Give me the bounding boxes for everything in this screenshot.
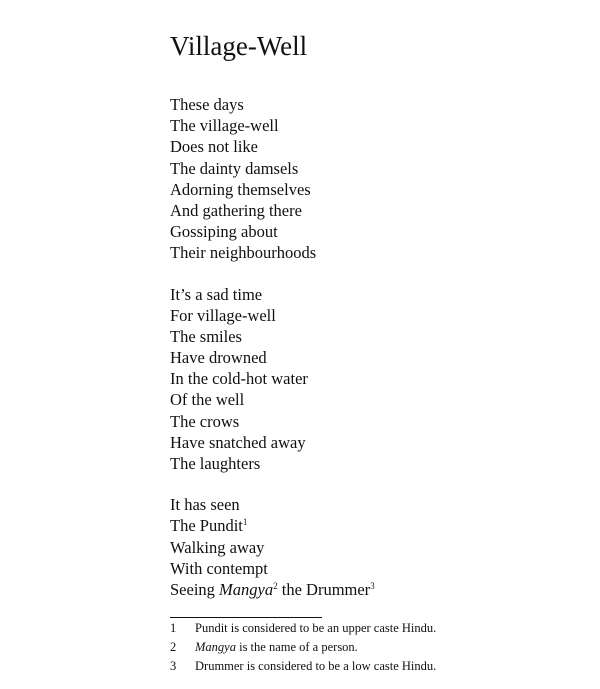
footnote-text: is the name of a person. (235, 640, 358, 654)
poem-line: These days (170, 95, 244, 114)
pundit-text: The Pundit (170, 516, 243, 536)
stanza-2 (170, 284, 375, 475)
poem-line: The laughters (170, 454, 261, 473)
footnote-number: 3 (170, 659, 177, 673)
footnote-1 (170, 619, 436, 638)
footnote-italic: Mangya (195, 640, 236, 654)
poem-line: And gathering there (170, 200, 302, 220)
poem-line-pundit (170, 515, 375, 536)
poem-line: Have drowned (170, 348, 267, 368)
footnote-marker-3: 3 (370, 580, 375, 591)
footnote-text: Pundit is considered to be an upper caste Hindu. (195, 621, 437, 635)
poem-line: Their neighbourhoods (170, 243, 317, 263)
footnotes (170, 619, 436, 676)
mangya-italic: Mangya (219, 579, 274, 599)
footnote-2 (170, 638, 436, 657)
poem-line: The smiles (170, 326, 242, 346)
poem-line: It has seen (170, 495, 240, 515)
poem-line: Does not like (170, 137, 258, 157)
poem-line: Walking away (170, 537, 265, 557)
poem-line: In the cold-hot water (170, 369, 308, 389)
footnote-marker-1: 1 (242, 517, 248, 528)
stanza-1 (170, 94, 375, 264)
poem-line: Of the well (170, 390, 245, 410)
poem-line: Gossiping about (170, 222, 278, 242)
poem-line: With contempt (170, 558, 268, 578)
last-line-middle: the Drummer (277, 579, 371, 599)
poem-line-last (170, 579, 375, 600)
poem-line: Have snatched away (170, 432, 306, 452)
footnote-divider (170, 617, 322, 618)
footnote-text: Drummer is considered to be a low caste Hindu. (195, 659, 437, 673)
footnote-marker-2: 2 (273, 580, 278, 591)
footnote-number: 2 (170, 640, 177, 654)
footnote-3 (170, 657, 436, 676)
poem-line: The dainty damsels (170, 158, 299, 178)
last-line-prefix: Seeing (170, 579, 220, 599)
poem-title: Village-Well (170, 31, 308, 61)
poem-line: It’s a sad time (170, 284, 263, 304)
stanza-3 (170, 494, 375, 600)
poem-line: The crows (170, 411, 240, 431)
poem-line: For village-well (170, 305, 276, 325)
poem-line: Adorning themselves (170, 179, 311, 199)
poem-line: The village-well (170, 116, 279, 136)
poem-body (170, 94, 375, 600)
footnote-number: 1 (170, 621, 177, 635)
